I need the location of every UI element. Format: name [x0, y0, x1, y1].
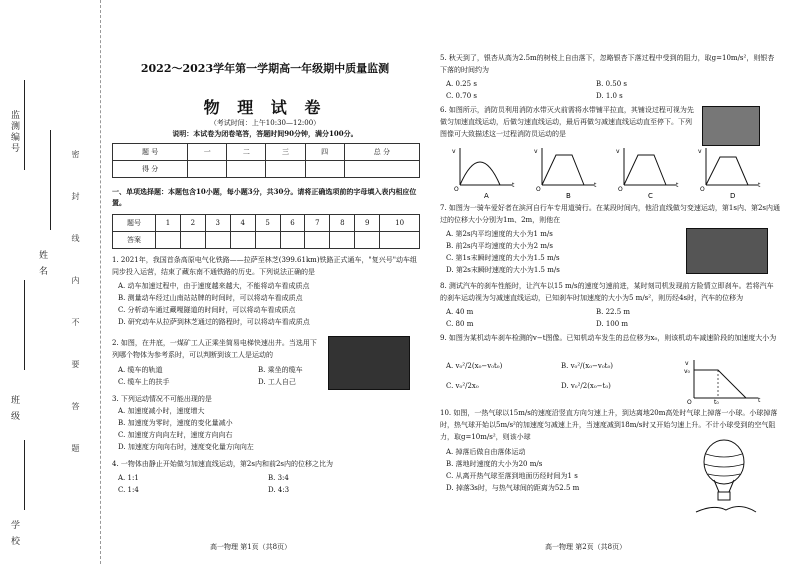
question-6: 6. 如图所示，消防员利用消防水带灭火前需将水带铺平拉直，其铺设过程可视为先做匀加速直线运动，后做匀速直线运动，最后再做匀减速直线运动直至停下。下列图像可大致描述这一过程消防员运动的是	[440, 106, 694, 138]
question-5: 5. 秋天到了，银杏从高为2.5m的树枝上自由落下，忽略银杏下落过程中受到的阻力，取g=10m/s²，则银杏下落的时间约为	[440, 54, 775, 74]
question-9-options: A. v₀²/2(x₀−v₀t₀) B. v₀²/(x₀−v₀t₀) C. v₀²/2x₀ D. v₀²/2(x₀−t₀)	[446, 362, 613, 390]
score-cell[interactable]	[344, 161, 419, 178]
hot-air-balloon-image	[694, 438, 758, 518]
exam-instructions: 说明：本试卷为闭卷笔答，答题时间90分钟，满分100分。	[172, 129, 358, 138]
motion-graphs	[452, 145, 782, 200]
question-1: 1. 2021年，我国首条高原电气化铁路——拉萨至林芝(399.61km)铁路正式通车，"复兴号"动车组同步投入运营，结束了藏东南不通铁路的历史。下列说法正确的是	[112, 256, 417, 276]
answer-cell[interactable]	[255, 232, 280, 249]
question-1-options: A. 动车加速过程中，由于速度越来越大，不能将动车看成质点 B. 测量动车经过山南站站牌的时间时，可以将动车看成质点 C. 分析动车通过藏嘎隧道的时间时，可以将动车看成质点 D. 研究动车从拉萨到林芝通过的路程时，可以将动车看成质点	[118, 282, 310, 326]
svg-text:O: O	[687, 399, 692, 404]
svg-text:v: v	[534, 148, 538, 155]
section1-heading: 一、单项选择题：本题包含10小题，每小题3分，共30分。请将正确选项前的字母填入表内相应位置。	[112, 187, 417, 207]
seal-line-text: 密封线内不要答题	[71, 150, 80, 486]
svg-text:v: v	[616, 148, 620, 155]
svg-text:O: O	[454, 186, 459, 193]
school-line	[24, 440, 25, 510]
svg-text:t₀: t₀	[714, 399, 719, 404]
score-label-cell: 得 分	[113, 161, 188, 178]
score-header-cell: 一	[188, 144, 227, 161]
firefighter-image	[702, 106, 760, 146]
answer-table: 题号 1 2 3 4 5 6 7 8 9 10 答案	[112, 214, 420, 249]
svg-text:B: B	[566, 192, 571, 200]
score-cell[interactable]	[266, 161, 305, 178]
svg-text:t: t	[512, 182, 515, 189]
answer-cell[interactable]	[156, 232, 181, 249]
question-7-options: A. 第2s内平均速度的大小为1 m/s B. 前2s内平均速度的大小为2 m/s C. 第1s末瞬时速度的大小为1.5 m/s D. 第2s末瞬时速度的大小为1.5 m/s	[446, 230, 560, 274]
name-label: 姓 名	[37, 250, 47, 277]
answer-cell[interactable]	[230, 232, 255, 249]
question-2: 2. 如图，在井底，一煤矿工人正乘坐简易电梯快速出井。当选用下列哪个物体为参考系时，可以判断到该工人是运动的	[112, 339, 317, 359]
vt-graph-q9	[684, 358, 764, 404]
score-header-cell: 总 分	[344, 144, 419, 161]
question-5-options: A. 0.25 s B. 0.50 s C. 0.70 s D. 1.0 s	[446, 80, 627, 100]
svg-text:t: t	[758, 182, 761, 189]
svg-text:t: t	[676, 182, 679, 189]
score-table	[112, 143, 420, 178]
question-7: 7. 如图为一骑车爱好者在滨河自行车专用道骑行。在某段时间内，他沿直线做匀变速运动，第1s内、第2s内通过的位移大小分别为1m、2m，则他在	[440, 204, 780, 224]
score-cell[interactable]	[227, 161, 266, 178]
score-cell[interactable]	[305, 161, 344, 178]
svg-text:v₀: v₀	[684, 368, 690, 375]
svg-text:v: v	[452, 148, 456, 155]
question-2-options: A. 缆车的轨道 B. 乘坐的缆车 C. 缆车上的扶手 D. 工人自己	[118, 366, 303, 386]
svg-text:D: D	[730, 192, 736, 200]
svg-text:C: C	[648, 192, 653, 200]
answer-cell[interactable]	[280, 232, 305, 249]
question-8-options: A. 40 m B. 22.5 m C. 80 m D. 100 m	[446, 308, 631, 328]
question-9: 9. 如图为某机动车刹车检测的v−t图像。已知机动车发生的总位移为x₀，则该机动车减速阶段的加速度大小为	[440, 334, 777, 342]
question-10: 10. 如图，一热气球以15m/s的速度沿竖直方向匀速上升，到达离地20m高处时气球上掉落一小球。小球掉落时，热气球开始以5m/s²的加速度匀减速上升，当速度减到18m/s时又开始匀速上升。不计小球受到的空气阻力，取g=10m/s²，则该小球	[440, 409, 778, 441]
svg-text:t: t	[758, 397, 761, 404]
graph-a	[452, 148, 515, 200]
footer-right: 高一物理 第2页（共8页）	[545, 543, 627, 551]
name-line	[50, 130, 51, 230]
answer-cell[interactable]	[330, 232, 355, 249]
question-8: 8. 测试汽车的刹车性能时，让汽车以15 m/s的速度匀速前进，某时刻司机发现前方险情立即刹车。若将汽车的刹车运动视为匀减速直线运动，已知刹车时加速度的大小为5 m/s²，则历经4s时，汽车的位移为	[440, 282, 774, 302]
svg-text:O: O	[700, 186, 705, 193]
score-header-cell: 三	[266, 144, 305, 161]
svg-text:O: O	[618, 186, 623, 193]
exam-title: 2022～2023学年第一学期高一年级期中质量监测	[140, 62, 390, 75]
svg-text:t: t	[594, 182, 597, 189]
exam-number-line	[24, 80, 25, 170]
answer-cell[interactable]	[355, 232, 380, 249]
question-10-options: A. 掉落后做自由落体运动 B. 落地时速度的大小为20 m/s C. 从离开热气球至落到地面历经时间为1 s D. 掉落3s时，与热气球间的距离为52.5 m	[446, 448, 580, 492]
answer-row-label: 题号	[113, 215, 156, 232]
exam-number-label: 监测编号	[9, 110, 19, 154]
question-4: 4. 一物体由静止开始做匀加速直线运动，第2s内和前2s内的位移之比为	[112, 460, 333, 468]
score-header-cell: 四	[305, 144, 344, 161]
graph-c	[616, 148, 679, 200]
graph-d	[698, 148, 761, 200]
question-4-options: A. 1:1 B. 3:4 C. 1:4 D. 4:3	[118, 474, 290, 494]
class-label: 班 级	[9, 395, 19, 422]
footer-left: 高一物理 第1页（共8页）	[210, 543, 292, 551]
answer-cell[interactable]	[380, 232, 420, 249]
score-header-cell: 题 号	[113, 144, 188, 161]
binding-margin	[0, 0, 101, 564]
class-line	[24, 280, 25, 370]
svg-text:A: A	[484, 192, 489, 200]
score-cell[interactable]	[188, 161, 227, 178]
answer-cell[interactable]	[205, 232, 230, 249]
score-header-cell: 二	[227, 144, 266, 161]
answer-label: 答案	[113, 232, 156, 249]
answer-cell[interactable]	[305, 232, 330, 249]
answer-cell[interactable]	[180, 232, 205, 249]
exam-time: （考试时间：上午10:30—12:00）	[209, 119, 321, 127]
svg-text:v: v	[685, 360, 689, 367]
svg-text:v: v	[698, 148, 702, 155]
school-label: 学 校	[9, 520, 19, 547]
svg-text:O: O	[536, 186, 541, 193]
subject-title: 物 理 试 卷	[203, 98, 327, 117]
cyclist-image	[686, 228, 768, 274]
graph-b	[534, 148, 597, 200]
question-3-options: A. 加速度减小时，速度增大 B. 加速度为零时，速度的变化量减小 C. 加速度方向向左时，速度方向向右 D. 加速度方向向右时，速度变化量方向向左	[118, 407, 254, 451]
question-3: 3. 下列运动情况不可能出现的是	[112, 395, 212, 403]
